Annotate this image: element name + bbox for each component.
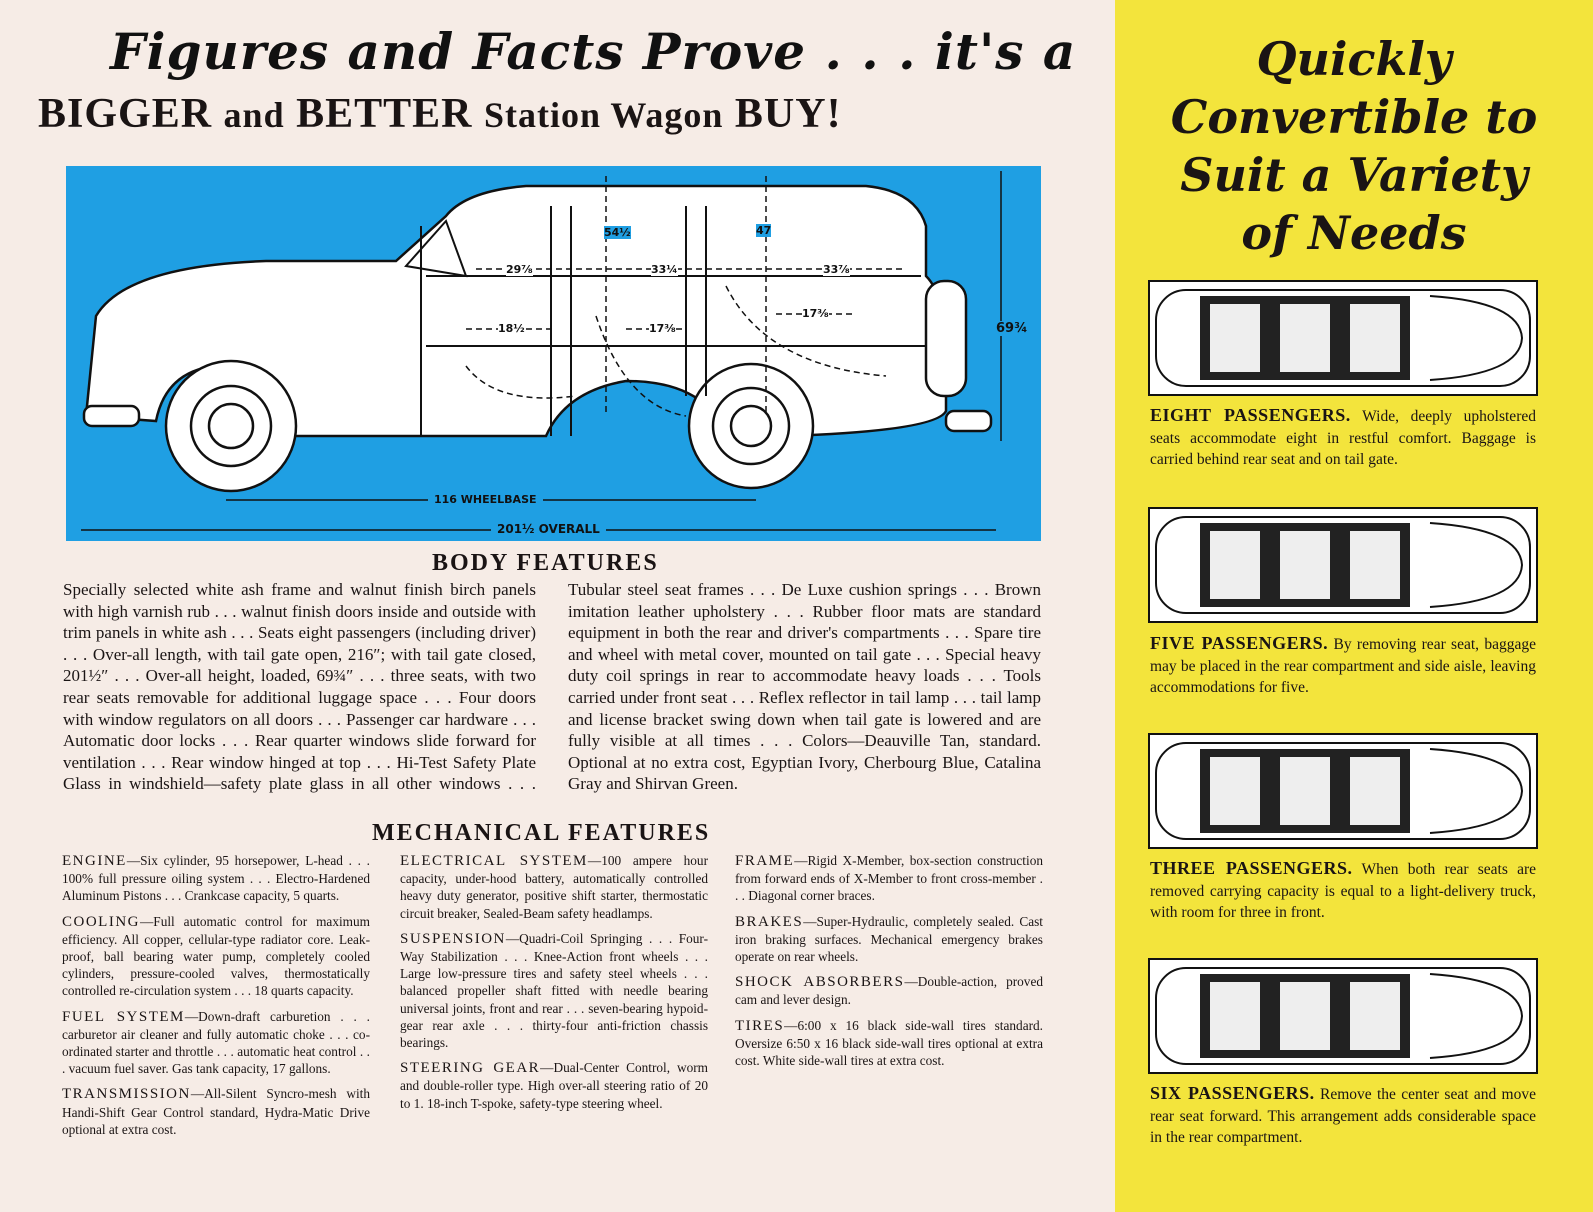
dimension-label: 29⅞: [506, 263, 533, 276]
spec-item: ENGINE—Six cylinder, 95 horsepower, L-head . . . 100% full pressure oiling system . . . Electro-Hardened Aluminum Pistons . . . Crankcase capacity, 5 quarts.: [62, 853, 370, 904]
car-illustration: [66, 166, 1041, 541]
spec-item: FRAME—Rigid X-Member, box-section construction from forward ends of X-Member to front cross-member . . . Diagonal corner braces.: [735, 853, 1043, 904]
spec-item: BRAKES—Super-Hydraulic, completely sealed. Cast iron braking surfaces. Mechanical emergency brakes operate on rear wheels.: [735, 913, 1043, 965]
top-view-car-icon: [1150, 509, 1536, 621]
spec-item: FUEL SYSTEM—Down-draft carburetion . . . carburetor air cleaner and fully automatic choke . . . co-ordinated starter and throttle . . . automatic heat control . . . vacuum fuel saver. Gas tank capacity, 17 gallons.: [62, 1008, 371, 1077]
top-view-car-icon: [1150, 735, 1536, 847]
dimension-label: 69¾: [996, 321, 1028, 336]
top-view-car-icon: [1150, 282, 1536, 394]
headline-word: BETTER: [296, 91, 473, 137]
seating-diagram-six: [1148, 958, 1538, 1074]
seating-diagram-five: [1148, 507, 1538, 623]
mechanical-column-3: [735, 852, 1043, 1077]
wheelbase-label: 116 WHEELBASE: [428, 493, 543, 506]
spec-item: TIRES—6:00 x 16 black side-wall tires standard. Oversize 6:50 x 16 black side-wall tires optional at extra cost. White side-wall tires at extra cost.: [735, 1017, 1043, 1069]
dimension-label: 33¼: [651, 263, 678, 276]
headline-word: BUY!: [734, 91, 842, 137]
seating-diagram-three: [1148, 733, 1538, 849]
dimension-label: 33⅞: [823, 263, 850, 276]
dimension-label: 18½: [498, 322, 525, 335]
body-features-title: BODY FEATURES: [432, 550, 659, 576]
station-wagon-diagram: [66, 166, 1041, 541]
body-features-text: Specially selected white ash frame and walnut finish birch panels with high varnish rub . . . walnut finish doors inside and outside with trim panels in white ash . . . Seats eight passengers (including driver) . . . Over-all length, with tail gate open, 216″; with tail gate closed, 201½″ . . . Over-all height, loaded, 69¾″ . . . three seats, with two rear seats removable for additional luggage space . . . Four doors with window regulators on all doors . . . Passenger car hardware . . . Automatic door locks . . . Rear quarter windows slide forward for ventilation . . . Rear window hinged at top . . . Hi-Test Safety Plate Glass in windshield—safety plate glass in all other windows . . . Tubular steel seat frames . . . De Luxe cushion springs . . . Brown imitation leather upholstery . . . Rubber floor mats are standard equipment in both the rear and driver's compartments . . . Spare tire and wheel with metal cover, mounted on tail gate . . . Special heavy duty coil springs in rear to accommodate heavy loads . . . Tools carried under front seat . . . Reflex reflector in tail lamp . . . tail lamp and license bracket swing down when tail gate is lowered and are fully visible at all times . . . Colors—Deauville Tan, standard. Optional at no extra cost, Egyptian Ivory, Cherbourg Blue, Catalina Gray and Shirvan Green.: [63, 580, 1041, 794]
dimension-label: 54½: [604, 226, 631, 239]
headline-script: Figures and Facts Prove . . . it's a: [110, 22, 1077, 81]
spec-item: SUSPENSION—Quadri-Coil Springing . . . Four-Way Stabilization . . . Knee-Action front wheels . . . Large low-pressure tires and safety steel wheels . . . balanced propeller shaft fitted with needle bearing universal joints, front and rear . . . seven-bearing hypoid-gear rear axle . . . thirty-four anti-friction chassis bearings.: [400, 930, 708, 1051]
sidebar-title: Quickly Convertible to Suit a Variety of Needs: [1170, 32, 1538, 260]
spec-item: COOLING—Full automatic control for maximum efficiency. All copper, cellular-type radiator core. Leak-proof, ball bearing water pump, completely cooled cylinders, pressure-cooled valves, thermostatically controlled re-circulation system . . . 18 quarts capacity.: [62, 913, 370, 999]
headline-word: and: [223, 95, 285, 135]
top-view-car-icon: [1150, 960, 1536, 1072]
seating-diagram-eight: [1148, 280, 1538, 396]
spec-item: SHOCK ABSORBERS—Double-action, proved cam and lever design.: [735, 974, 1043, 1008]
dimension-label: 17⅜: [649, 322, 676, 335]
dimension-label: 17⅜: [802, 307, 829, 320]
caption-six-passengers: SIX PASSENGERS. Remove the center seat and move rear seat forward. This arrangement adds considerable space in the rear compartment.: [1150, 1083, 1536, 1146]
headline-word: Station Wagon: [484, 95, 724, 135]
caption-three-passengers: THREE PASSENGERS. When both rear seats are removed carrying capacity is equal to a light-delivery truck, with room for three in front.: [1150, 858, 1536, 921]
spec-item: TRANSMISSION—All-Silent Syncro-mesh with Handi-Shift Gear Control standard, Hydra-Matic Drive optional at extra cost.: [62, 1086, 370, 1137]
mechanical-column-1: [62, 852, 370, 1146]
mechanical-features-title: MECHANICAL FEATURES: [372, 820, 711, 846]
headline-bold: [38, 90, 842, 138]
spec-item: STEERING GEAR—Dual-Center Control, worm and double-roller type. High over-all steering ratio of 20 to 1. 18-inch T-spoke, safety-type steering wheel.: [400, 1060, 708, 1111]
spec-item: ELECTRICAL SYSTEM—100 ampere hour capacity, under-hood battery, automatically controlled heavy duty generator, positive shift starter, thermostatic circuit breaker, Sealed-Beam safety headlamps.: [400, 853, 708, 921]
caption-five-passengers: FIVE PASSENGERS. By removing rear seat, baggage may be placed in the rear compartment and side aisle, leaving accommodations for five.: [1150, 633, 1536, 696]
mechanical-column-2: [400, 852, 708, 1120]
dimension-label: 47: [756, 224, 772, 237]
caption-eight-passengers: EIGHT PASSENGERS. Wide, deeply upholstered seats accommodate eight in restful comfort. Baggage is carried behind rear seat and on tail gate.: [1150, 405, 1536, 468]
overall-length-label: 201½ OVERALL: [491, 522, 606, 536]
headline-word: BIGGER: [38, 91, 213, 137]
